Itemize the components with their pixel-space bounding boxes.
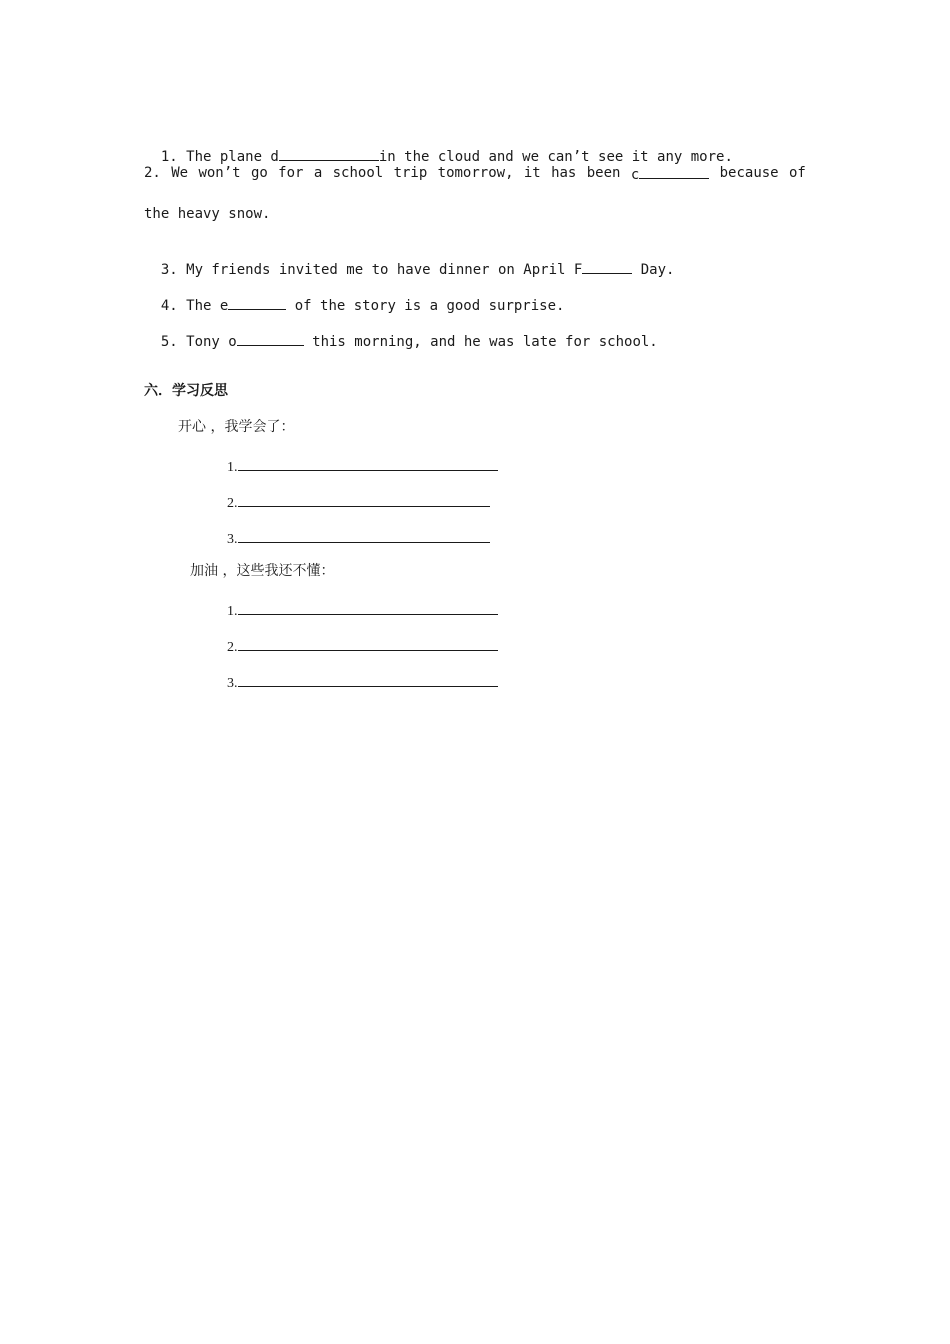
item-1-text-before: 1. The plane d: [160, 149, 279, 165]
exercise-item-5: [144, 313, 658, 350]
exercise-item-2: [144, 164, 806, 182]
item-2-word: go: [250, 165, 268, 181]
item-2-word: won’t: [198, 165, 241, 181]
not-understood-answer-3[interactable]: [238, 670, 498, 687]
item-2-word: 2.: [144, 165, 161, 181]
line-number: 3.: [227, 676, 238, 691]
line-number: 3.: [227, 532, 238, 547]
line-number: 1.: [227, 604, 238, 619]
learned-line-2: [227, 490, 490, 513]
not-understood-line-3: [227, 670, 498, 693]
item-2-word: been: [586, 165, 621, 181]
item-2-word: because: [719, 165, 779, 181]
item-2-word: school: [332, 165, 384, 181]
learned-answer-1[interactable]: [238, 454, 498, 471]
item-3-text-after: Day.: [632, 262, 675, 278]
learned-answer-3[interactable]: [238, 526, 490, 543]
item-4-text-before: 4. The e: [160, 298, 229, 314]
learned-label: 开心 ，我学会了：: [178, 419, 295, 435]
item-2-word: of: [788, 165, 806, 181]
item-3-blank[interactable]: [582, 259, 632, 274]
section-heading-reflection: 六．学习反思: [144, 383, 228, 399]
item-1-blank[interactable]: [279, 146, 379, 161]
item-3-text-before: 3. My friends invited me to have dinner on April F: [160, 262, 583, 278]
item-5-text-after: this morning, and he was late for school.: [303, 334, 658, 350]
item-2-blank[interactable]: [639, 164, 709, 179]
learned-answer-2[interactable]: [238, 490, 490, 507]
item-2-blank-prefix: c: [630, 167, 640, 183]
item-2-word: has: [551, 165, 577, 181]
line-number: 2.: [227, 496, 238, 511]
item-2-word: a: [313, 165, 323, 181]
exercise-item-4: [144, 277, 565, 314]
item-2-word: it: [523, 165, 541, 181]
exercise-item-1: [144, 128, 733, 165]
item-2-word: for: [278, 165, 304, 181]
item-2-word: tomorrow,: [437, 165, 514, 181]
exercise-item-3: [144, 241, 675, 278]
not-understood-answer-1[interactable]: [238, 598, 498, 615]
not-understood-label: 加油 ，这些我还不懂：: [190, 563, 335, 579]
item-4-text-after: of the story is a good surprise.: [286, 298, 565, 314]
not-understood-line-2: [227, 634, 498, 657]
line-number: 1.: [227, 460, 238, 475]
item-2-word: trip: [393, 165, 428, 181]
item-4-blank[interactable]: [228, 295, 286, 310]
learned-line-3: [227, 526, 490, 549]
not-understood-line-1: [227, 598, 498, 621]
item-5-blank[interactable]: [237, 331, 304, 346]
item-2-blank-group: [631, 164, 709, 182]
exercise-item-2-continuation: the heavy snow.: [144, 206, 271, 222]
not-understood-answer-2[interactable]: [238, 634, 498, 651]
item-1-text-after: in the cloud and we can’t see it any more.: [378, 149, 733, 165]
line-number: 2.: [227, 640, 238, 655]
item-5-text-before: 5. Tony o: [160, 334, 237, 350]
item-2-word: We: [171, 165, 189, 181]
learned-line-1: [227, 454, 498, 477]
